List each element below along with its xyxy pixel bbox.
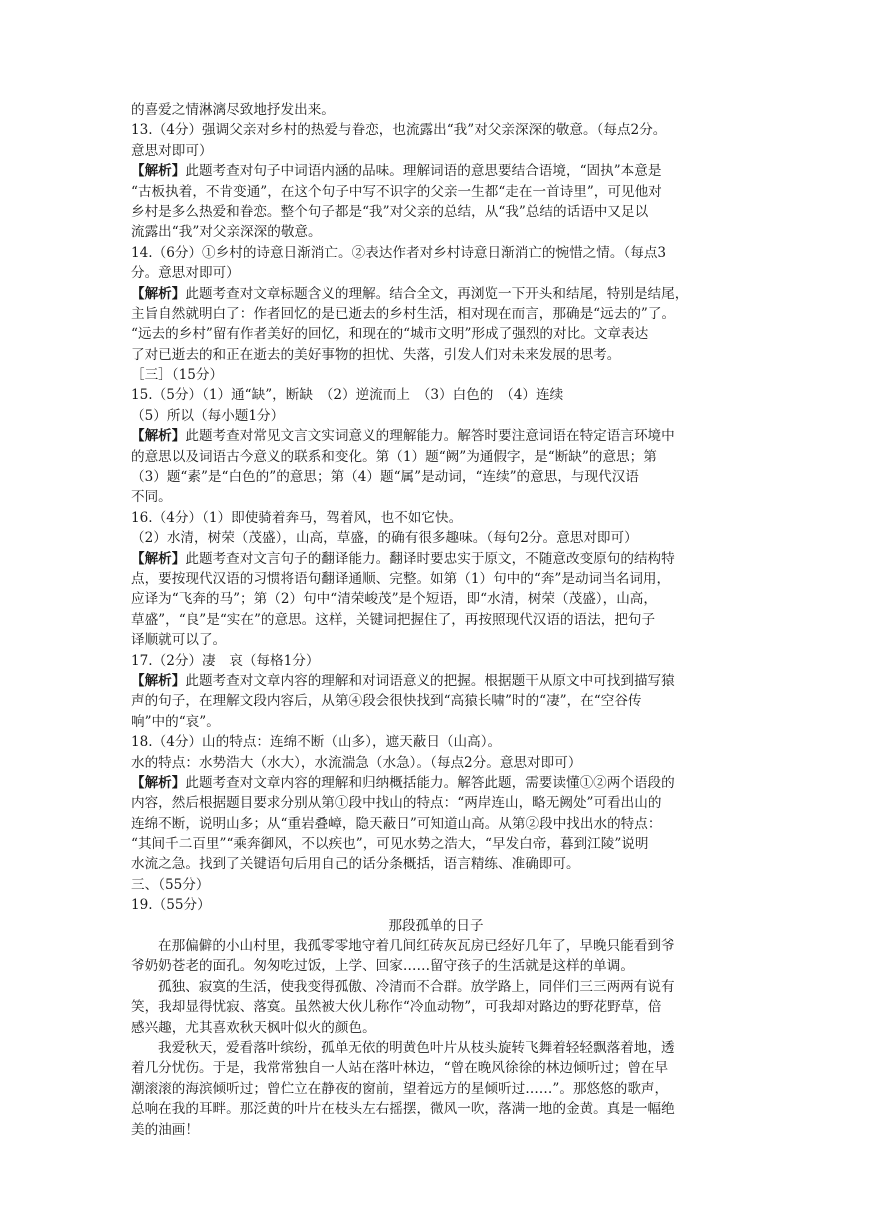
text-line xyxy=(131,447,741,467)
text-line xyxy=(131,406,741,426)
line-text: 孤独、寂寞的生活，使我变得孤傲、冷清而不合群。放学路上，同伴们三三两两有说有 xyxy=(158,978,675,995)
line-text: 潮滚滚的海滨倾听过；曾伫立在静夜的窗前，望着远方的星倾听过……”。那悠悠的歌声， xyxy=(131,1080,669,1097)
text-line xyxy=(131,651,741,671)
text-line xyxy=(131,161,741,181)
text-line xyxy=(131,345,741,365)
line-text: 三、（55分） xyxy=(131,876,210,893)
line-text: （5）所以（每小题1分） xyxy=(131,407,285,424)
line-text: 连绵不断，说明山多；从“重岩叠嶂，隐天蔽日”可知道山高。从第②段中找出水的特点： xyxy=(131,815,662,832)
line-text: 13.（4分）强调父亲对乡村的热爱与眷恋，也流露出“我”对父亲深深的敬意。（每点2分。 xyxy=(131,122,667,139)
line-text: 此题考查对文章内容的理解和对词语意义的把握。根据题干从原文中可找到描写猿 xyxy=(185,672,675,689)
line-text: 19.（55分） xyxy=(131,897,211,914)
text-line xyxy=(131,712,741,732)
text-line xyxy=(131,1058,741,1078)
line-text: 主旨自然就明白了：作者回忆的是已逝去的乡村生活，相对现在而言，那确是“远去的”了。 xyxy=(131,305,676,322)
line-text: 17.（2分）凄 哀（每格1分） xyxy=(131,652,320,669)
text-line xyxy=(131,997,741,1017)
text-line xyxy=(131,487,741,507)
text-line xyxy=(131,814,741,834)
text-line xyxy=(131,141,741,161)
line-text: ［三］（15分） xyxy=(131,367,224,384)
text-line xyxy=(131,732,741,752)
text-line xyxy=(131,936,741,956)
text-line xyxy=(131,1038,741,1058)
document-page xyxy=(131,100,741,1140)
text-line xyxy=(131,222,741,242)
text-line xyxy=(131,284,741,304)
line-text: 爷奶奶苍老的面孔。匆匆吃过饭，上学、回家……留守孩子的生活就是这样的单调。 xyxy=(131,958,634,975)
line-text: 在那偏僻的小山村里，我孤零零地守着几间红砖灰瓦房已经好几年了，早晚只能看到爷 xyxy=(158,938,675,955)
text-line xyxy=(131,569,741,589)
text-line xyxy=(131,854,741,874)
line-text: 16.（4分）（1）即使骑着奔马，驾着风，也不如它快。 xyxy=(131,509,463,526)
text-line xyxy=(131,528,741,548)
line-text: 笑，我却显得忧寂、落寞。虽然被大伙儿称作“冷血动物”，可我却对路边的野花野草，倍 xyxy=(131,999,662,1016)
line-text: 此题考查对文章标题含义的理解。结合全文，再浏览一下开头和结尾，特别是结尾， xyxy=(185,285,689,302)
text-line xyxy=(131,120,741,140)
text-line xyxy=(131,630,741,650)
line-text: 响”中的“哀”。 xyxy=(131,713,220,730)
line-text: 声的句子，在理解文段内容后，从第④段会很快找到“高猿长啸”时的“凄”，在“空谷传 xyxy=(131,693,642,710)
line-text: 14.（6分）①乡村的诗意日渐消亡。②表达作者对乡村诗意日渐消亡的惋惜之情。（每点3 xyxy=(131,244,667,261)
text-line xyxy=(131,895,741,915)
line-text: 点，要按现代汉语的习惯将语句翻译通顺、完整。如第（1）句中的“奔”是动词当名词用， xyxy=(131,570,671,587)
line-text: 应译为“飞奔的马”；第（2）句中“清荣峻茂”是个短语，即“水清，树荣（茂盛），山高， xyxy=(131,591,657,608)
text-line xyxy=(131,1099,741,1119)
line-text: 乡村是多么热爱和眷恋。整个句子都是“我”对父亲的总结，从“我”总结的话语中又足以 xyxy=(131,203,649,220)
analysis-tag: 【解析】 xyxy=(131,550,186,567)
line-text: 此题考查对文言句子的翻译能力。翻译时要忠实于原文，不随意改变原句的结构特 xyxy=(185,550,675,567)
line-text: 15.（5分）（1）通“缺”，断缺 （2）逆流而上 （3）白色的 （4）连续 xyxy=(131,387,564,404)
analysis-tag: 【解析】 xyxy=(131,672,186,689)
line-text: 草盛”，“良”是“实在”的意思。这样，关键词把握住了，再按照现代汉语的语法，把句子 xyxy=(131,611,656,628)
text-line xyxy=(131,467,741,487)
essay-title xyxy=(131,916,741,936)
text-line xyxy=(131,793,741,813)
text-line xyxy=(131,834,741,854)
line-text: 分。意思对即可） xyxy=(131,265,240,282)
text-line xyxy=(131,875,741,895)
line-text: 此题考查对常见文言文实词意义的理解能力。解答时要注意词语在特定语言环境中 xyxy=(185,428,675,445)
line-text: 着几分忧伤。于是，我常常独自一人站在落叶林边，“曾在晚风徐徐的林边倾听过；曾在早 xyxy=(131,1060,669,1077)
line-text: （3）题“素”是“白色的”的意思；第（4）题“属”是动词，“连续”的意思，与现代汉语 xyxy=(131,469,639,486)
text-line xyxy=(131,610,741,630)
text-line xyxy=(131,691,741,711)
text-line xyxy=(131,385,741,405)
text-line xyxy=(131,773,741,793)
text-line xyxy=(131,549,741,569)
text-line xyxy=(131,753,741,773)
text-line xyxy=(131,100,741,120)
text-line xyxy=(131,508,741,528)
line-text: 我爱秋天，爱看落叶缤纷，孤单无依的明黄色叶片从枝头旋转飞舞着轻轻飘落着地，透 xyxy=(158,1039,675,1056)
text-line xyxy=(131,1018,741,1038)
text-line xyxy=(131,304,741,324)
line-text: “古板执着，不肯变通”，在这个句子中写不识字的父亲一生都“走在一首诗里”，可见他对 xyxy=(131,183,662,200)
line-text: 18.（4分）山的特点：连绵不断（山多），遮天蔽日（山高）。 xyxy=(131,734,502,751)
line-text: 感兴趣，尤其喜欢秋天枫叶似火的颜色。 xyxy=(131,1019,376,1036)
line-text: 水的特点：水势浩大（水大），水流湍急（水急）。（每点2分。意思对即可） xyxy=(131,754,582,771)
analysis-tag: 【解析】 xyxy=(131,774,186,791)
line-text: 此题考查对句子中词语内涵的品味。理解词语的意思要结合语境，“固执”本意是 xyxy=(185,163,662,180)
text-line xyxy=(131,202,741,222)
text-line xyxy=(131,182,741,202)
text-line xyxy=(131,1079,741,1099)
line-text: 水流之急。找到了关键语句后用自己的话分条概括，语言精练、准确即可。 xyxy=(131,856,580,873)
text-line xyxy=(131,956,741,976)
analysis-tag: 【解析】 xyxy=(131,163,186,180)
text-line xyxy=(131,977,741,997)
text-line xyxy=(131,589,741,609)
line-text: 的喜爱之情淋漓尽致地抒发出来。 xyxy=(131,102,335,118)
line-text: 内容，然后根据题目要求分别从第①段中找山的特点：“两岸连山，略无阙处”可看出山的 xyxy=(131,795,662,812)
line-text: 不同。 xyxy=(131,489,172,506)
text-line xyxy=(131,671,741,691)
text-line xyxy=(131,1120,741,1140)
text-line xyxy=(131,365,741,385)
line-text: 流露出“我”对父亲深深的敬意。 xyxy=(131,224,322,241)
line-text: （2）水清，树荣（茂盛），山高，草盛，的确有很多趣味。（每句2分。意思对即可） xyxy=(131,530,638,547)
analysis-tag: 【解析】 xyxy=(131,285,186,302)
line-text: 译顺就可以了。 xyxy=(131,632,227,649)
line-text: 总响在我的耳畔。那泛黄的叶片在枝头左右摇摆，微风一吹，落满一地的金黄。真是一幅绝 xyxy=(131,1101,675,1118)
text-line xyxy=(131,263,741,283)
text-line xyxy=(131,243,741,263)
line-text: “远去的乡村”留有作者美好的回忆，和现在的“城市文明”形成了强烈的对比。文章表达 xyxy=(131,326,649,343)
line-text: 意思对即可） xyxy=(131,142,213,159)
text-line xyxy=(131,426,741,446)
line-text: 此题考查对文章内容的理解和归纳概括能力。解答此题，需要读懂①②两个语段的 xyxy=(185,774,675,791)
line-text: 了对已逝去的和正在逝去的美好事物的担忧、失落，引发人们对未来发展的思考。 xyxy=(131,346,621,363)
line-text: 那段孤单的日子 xyxy=(388,917,484,934)
text-line xyxy=(131,324,741,344)
line-text: “其间千二百里”“乘奔御风，不以疾也”，可见水势之浩大，“早发白帝，暮到江陵”说明 xyxy=(131,836,649,853)
line-text: 的意思以及词语古今意义的联系和变化。第（1）题“阙”为通假字，是“断缺”的意思；第 xyxy=(131,448,657,465)
analysis-tag: 【解析】 xyxy=(131,428,186,445)
line-text: 美的油画！ xyxy=(131,1121,199,1138)
